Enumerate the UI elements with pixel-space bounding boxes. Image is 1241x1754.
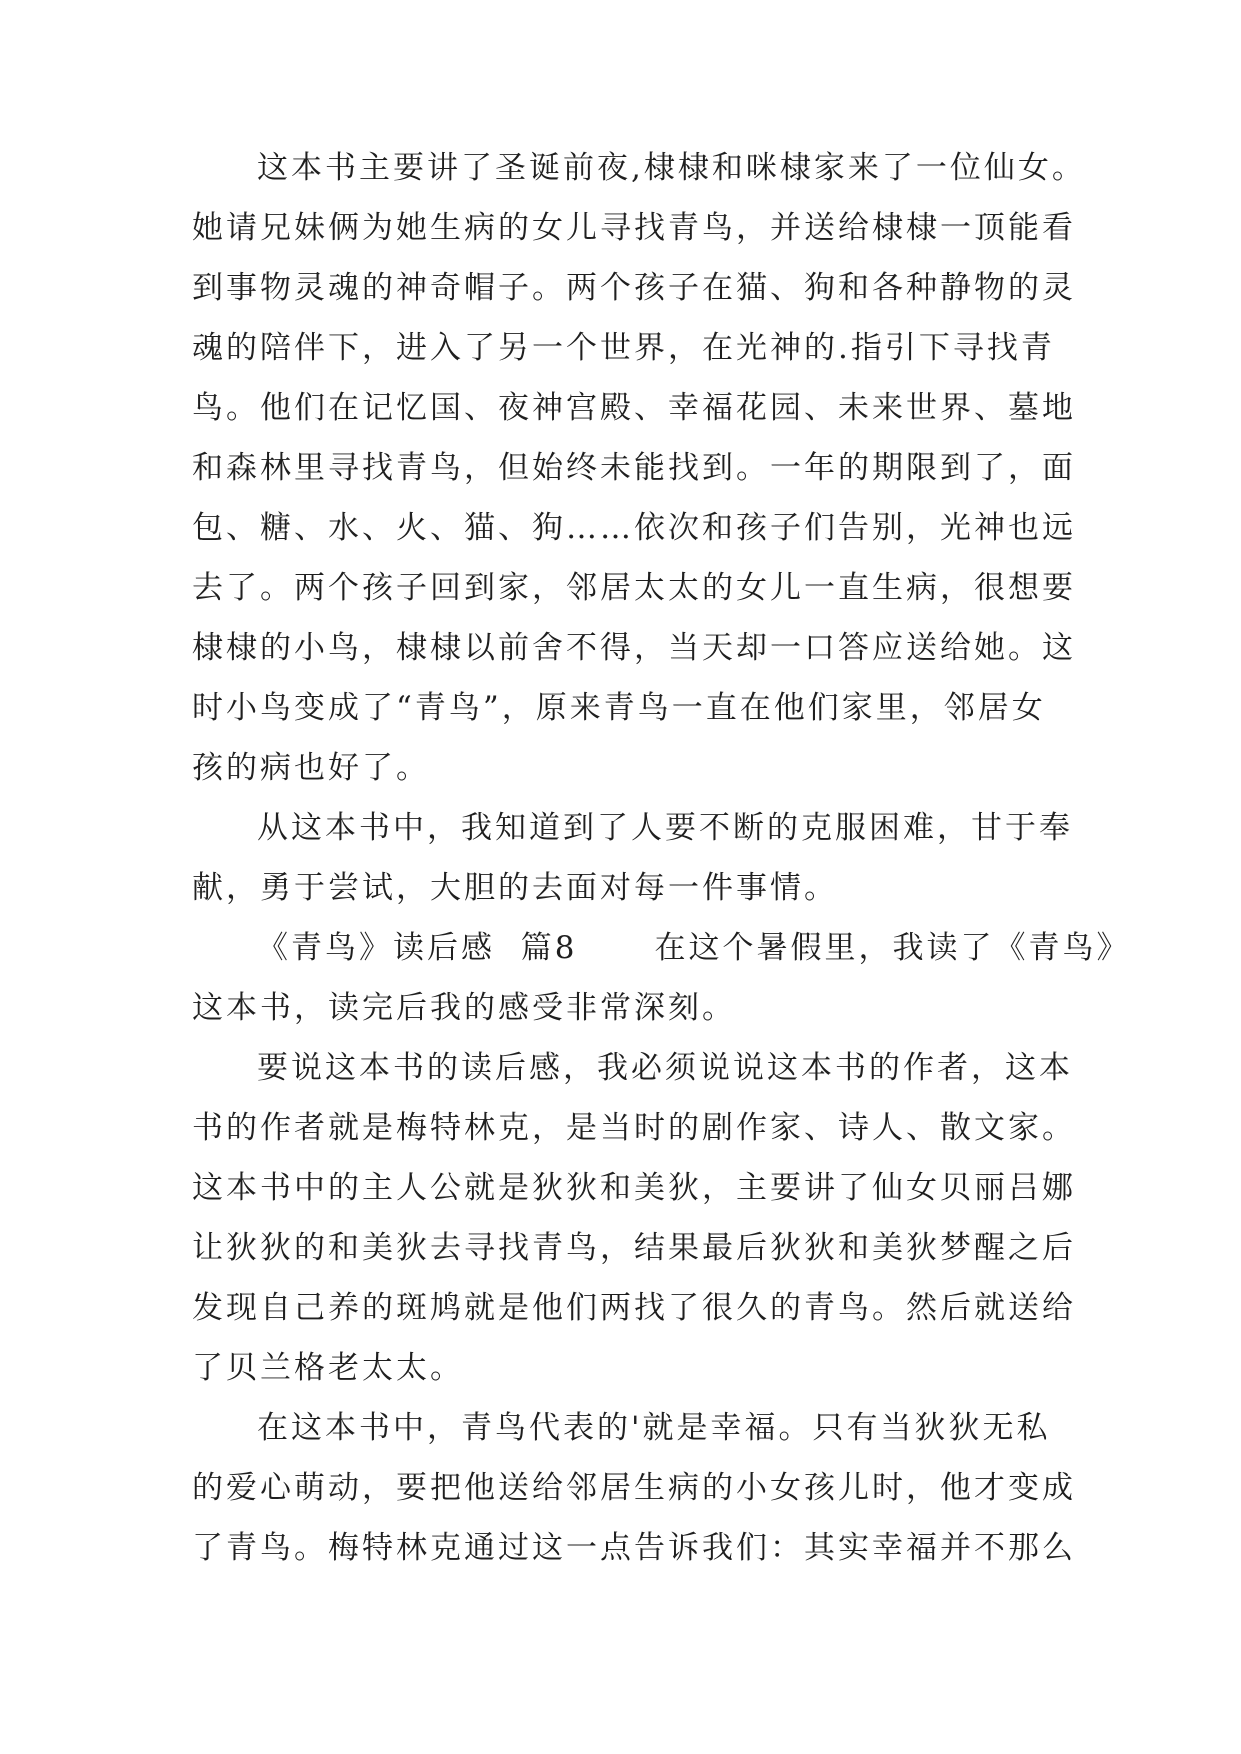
paragraph-line: 书的作者就是梅特林克，是当时的剧作家、诗人、散文家。: [192, 1110, 1076, 1146]
paragraph-line: 这本书主要讲了圣诞前夜,棣棣和咪棣家来了一位仙女。: [257, 150, 1086, 186]
paragraph-line: 要说这本书的读后感，我必须说说这本书的作者，这本: [257, 1050, 1073, 1086]
paragraph-line: 的爱心萌动，要把他送给邻居生病的小女孩儿时，他才变成: [192, 1470, 1076, 1506]
paragraph-line: 魂的陪伴下，进入了另一个世界，在光神的.指引下寻找青: [192, 330, 1055, 366]
paragraph-line: 孩的病也好了。: [192, 750, 430, 786]
paragraph-line: 献，勇于尝试，大胆的去面对每一件事情。: [192, 870, 838, 906]
paragraph-line: 让狄狄的和美狄去寻找青鸟，结果最后狄狄和美狄梦醒之后: [192, 1230, 1076, 1266]
paragraph-line: 这本书，读完后我的感受非常深刻。: [192, 990, 736, 1026]
paragraph-line: 她请兄妹俩为她生病的女儿寻找青鸟，并送给棣棣一顶能看: [192, 210, 1076, 246]
paragraph-line: 时小鸟变成了“青鸟”，原来青鸟一直在他们家里，邻居女: [192, 690, 1046, 726]
paragraph-line: 去了。两个孩子回到家，邻居太太的女儿一直生病，很想要: [192, 570, 1076, 606]
paragraph-line: 发现自己养的斑鸠就是他们两找了很久的青鸟。然后就送给: [192, 1290, 1076, 1326]
paragraph-line: 到事物灵魂的神奇帽子。两个孩子在猫、狗和各种静物的灵: [192, 270, 1076, 306]
paragraph-line: 这本书中的主人公就是狄狄和美狄，主要讲了仙女贝丽吕娜: [192, 1170, 1076, 1206]
section-heading-line: 《青鸟》读后感 篇8 在这个暑假里，我读了《青鸟》: [257, 930, 1131, 966]
paragraph-line: 了贝兰格老太太。: [192, 1350, 464, 1386]
paragraph-line: 了青鸟。梅特林克通过这一点告诉我们：其实幸福并不那么: [192, 1530, 1076, 1566]
paragraph-line: 在这本书中，青鸟代表的'就是幸福。只有当狄狄无私: [257, 1410, 1051, 1446]
paragraph-line: 鸟。他们在记忆国、夜神宫殿、幸福花园、未来世界、墓地: [192, 390, 1076, 426]
paragraph-line: 包、糖、水、火、猫、狗……依次和孩子们告别，光神也远: [192, 510, 1076, 546]
paragraph-line: 棣棣的小鸟，棣棣以前舍不得，当天却一口答应送给她。这: [192, 630, 1076, 666]
paragraph-line: 和森林里寻找青鸟，但始终未能找到。一年的期限到了，面: [192, 450, 1076, 486]
paragraph-line: 从这本书中，我知道到了人要不断的克服困难，甘于奉: [257, 810, 1073, 846]
